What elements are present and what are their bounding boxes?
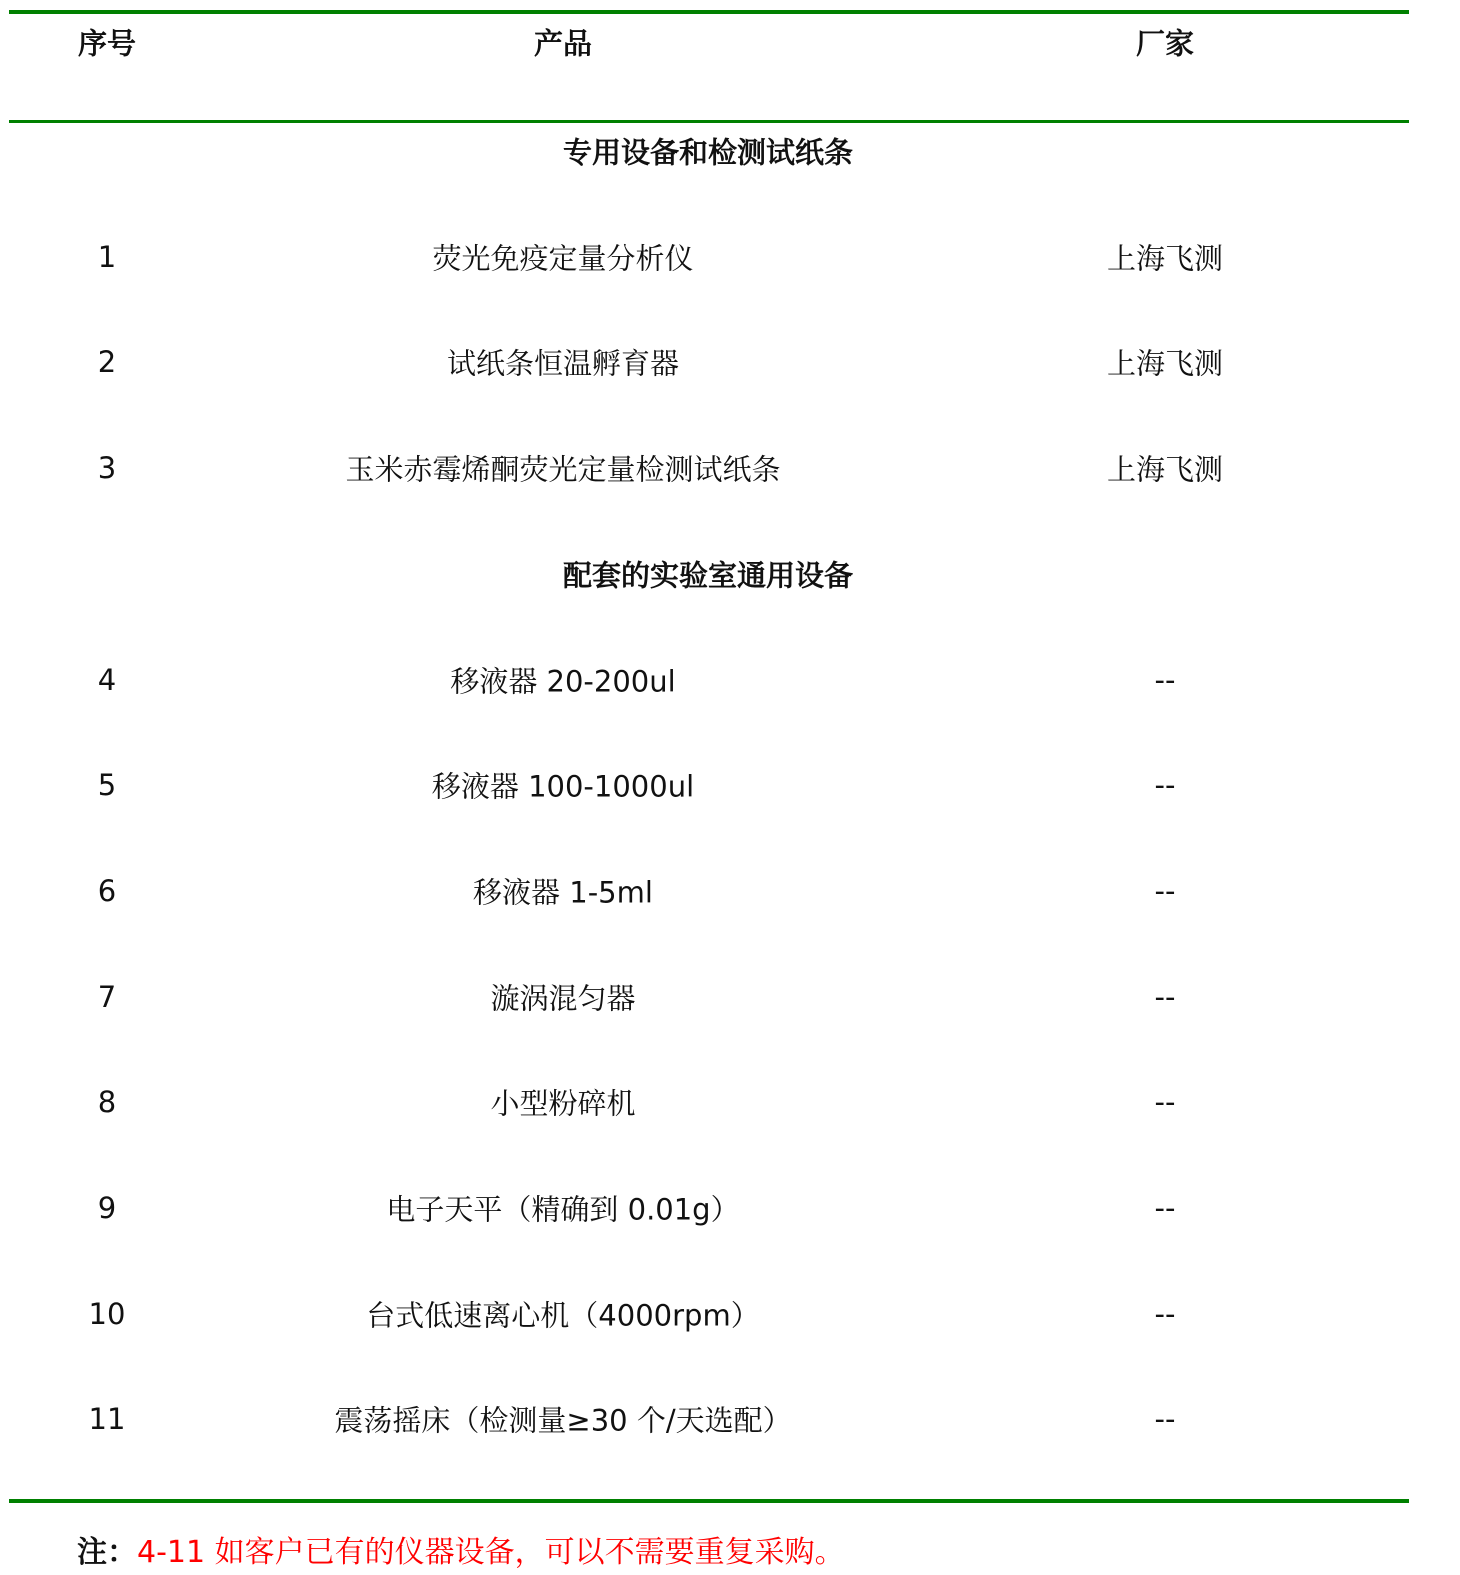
table-top-rule — [9, 10, 1409, 14]
row-index: 4 — [97, 662, 117, 697]
row-index: 10 — [88, 1296, 126, 1331]
table-bottom-rule — [9, 1499, 1409, 1503]
header-product: 产品 — [533, 26, 593, 61]
row-maker: -- — [1154, 1402, 1176, 1437]
row-index: 7 — [97, 979, 117, 1014]
row-product: 小型粉碎机 — [490, 1086, 636, 1121]
row-index: 8 — [97, 1085, 117, 1120]
row-maker: 上海飞测 — [1106, 452, 1224, 487]
row-maker: 上海飞测 — [1106, 346, 1224, 381]
row-index: 2 — [97, 345, 117, 380]
row-maker: 上海飞测 — [1106, 241, 1224, 276]
row-index: 6 — [97, 873, 117, 908]
row-product: 电子天平（精确到 0.01g） — [386, 1192, 740, 1227]
row-index: 3 — [97, 451, 117, 486]
row-maker: -- — [1154, 1085, 1176, 1120]
row-maker: -- — [1154, 662, 1176, 697]
row-product: 试纸条恒温孵育器 — [446, 346, 680, 381]
row-index: 9 — [97, 1191, 117, 1225]
row-maker: -- — [1154, 1296, 1176, 1331]
row-product: 移液器 100-1000ul — [431, 769, 695, 804]
row-product: 漩涡混匀器 — [490, 981, 636, 1016]
row-product: 震荡摇床（检测量≥30 个/天选配） — [334, 1403, 792, 1438]
footnote-label: 注： — [77, 1535, 137, 1570]
header-index: 序号 — [77, 26, 137, 61]
footnote — [77, 1527, 845, 1571]
header-rule — [9, 120, 1409, 123]
section-title: 配套的实验室通用设备 — [562, 558, 854, 593]
row-product: 移液器 20-200ul — [450, 664, 676, 698]
footnote-text: 4-11 如客户已有的仪器设备，可以不需要重复采购。 — [137, 1535, 845, 1570]
row-product: 台式低速离心机（4000rpm） — [366, 1298, 760, 1333]
section-title: 专用设备和检测试纸条 — [562, 135, 854, 170]
row-maker: -- — [1154, 1191, 1176, 1225]
row-maker: -- — [1154, 768, 1176, 803]
row-index: 11 — [88, 1402, 126, 1437]
row-product: 玉米赤霉烯酮荧光定量检测试纸条 — [345, 452, 781, 487]
row-product: 移液器 1-5ml — [473, 875, 653, 910]
row-maker: -- — [1154, 979, 1176, 1014]
row-index: 1 — [97, 239, 117, 274]
row-product: 荧光免疫定量分析仪 — [432, 241, 694, 276]
row-index: 5 — [97, 768, 117, 803]
row-maker: -- — [1154, 873, 1176, 908]
header-maker: 厂家 — [1135, 26, 1195, 61]
